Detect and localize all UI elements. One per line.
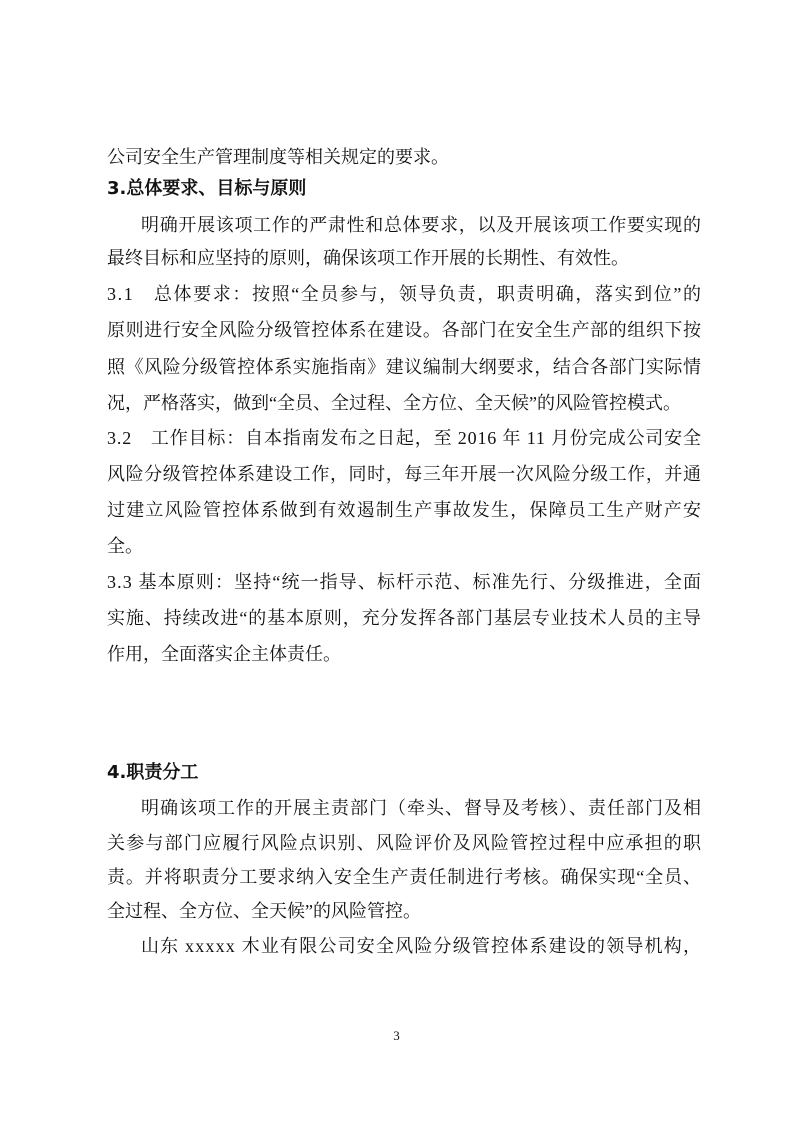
body-line: 3.3 基本原则：坚持“统一指导、标杆示范、标准先行、分级推进，全面 <box>107 572 703 592</box>
body-line: 实施、持续改进“的基本原则，充分发挥各部门基层专业技术人员的主导 <box>107 608 702 628</box>
body-line: 3.2 工作目标：自本指南发布之日起，至 2016 年 11 月份完成公司安全 <box>107 428 702 448</box>
body-line: 全过程、全方位、全天候”的风险管控。 <box>107 901 421 921</box>
body-line: 公司安全生产管理制度等相关规定的要求。 <box>107 147 449 167</box>
body-line: 3.1 总体要求：按照“全员参与，领导负责，职责明确，落实到位”的 <box>107 284 703 304</box>
body-line: 明确开展该项工作的严肃性和总体要求，以及开展该项工作要实现的 <box>141 215 702 235</box>
body-line: 过建立风险管控体系做到有效遏制生产事故发生，保障员工生产财产安 <box>107 500 703 520</box>
body-line: 风险分级管控体系建设工作，同时，每三年开展一次风险分级工作，并通 <box>107 464 702 484</box>
section-heading-4: 4.职责分工 <box>107 762 199 783</box>
body-line: 山东 xxxxx 木业有限公司安全风险分级管控体系建设的领导机构， <box>141 936 703 956</box>
body-line: 责。并将职责分工要求纳入安全生产责任制进行考核。确保实现“全员、 <box>107 867 702 887</box>
body-line: 作用，全面落实企主体责任。 <box>107 644 341 664</box>
body-line: 原则进行安全风险分级管控体系在建设。各部门在安全生产部的组织下按 <box>107 320 702 340</box>
body-line: 明确该项工作的开展主责部门（牵头、督导及考核）、责任部门及相 <box>141 798 702 818</box>
section-heading-3: 3.总体要求、目标与原则 <box>107 178 307 199</box>
body-line: 关参与部门应履行风险点识别、风险评价及风险管控过程中应承担的职 <box>107 833 703 853</box>
body-line: 全。 <box>107 536 143 556</box>
body-line: 照《风险分级管控体系实施指南》建议编制大纲要求，结合各部门实际情 <box>107 357 702 377</box>
body-line: 况，严格落实，做到“全员、全过程、全方位、全天候”的风险管控模式。 <box>107 393 681 413</box>
page-number: 3 <box>393 1028 400 1043</box>
body-line: 最终目标和应坚持的原则，确保该项工作开展的长期性、有效性。 <box>107 248 629 268</box>
